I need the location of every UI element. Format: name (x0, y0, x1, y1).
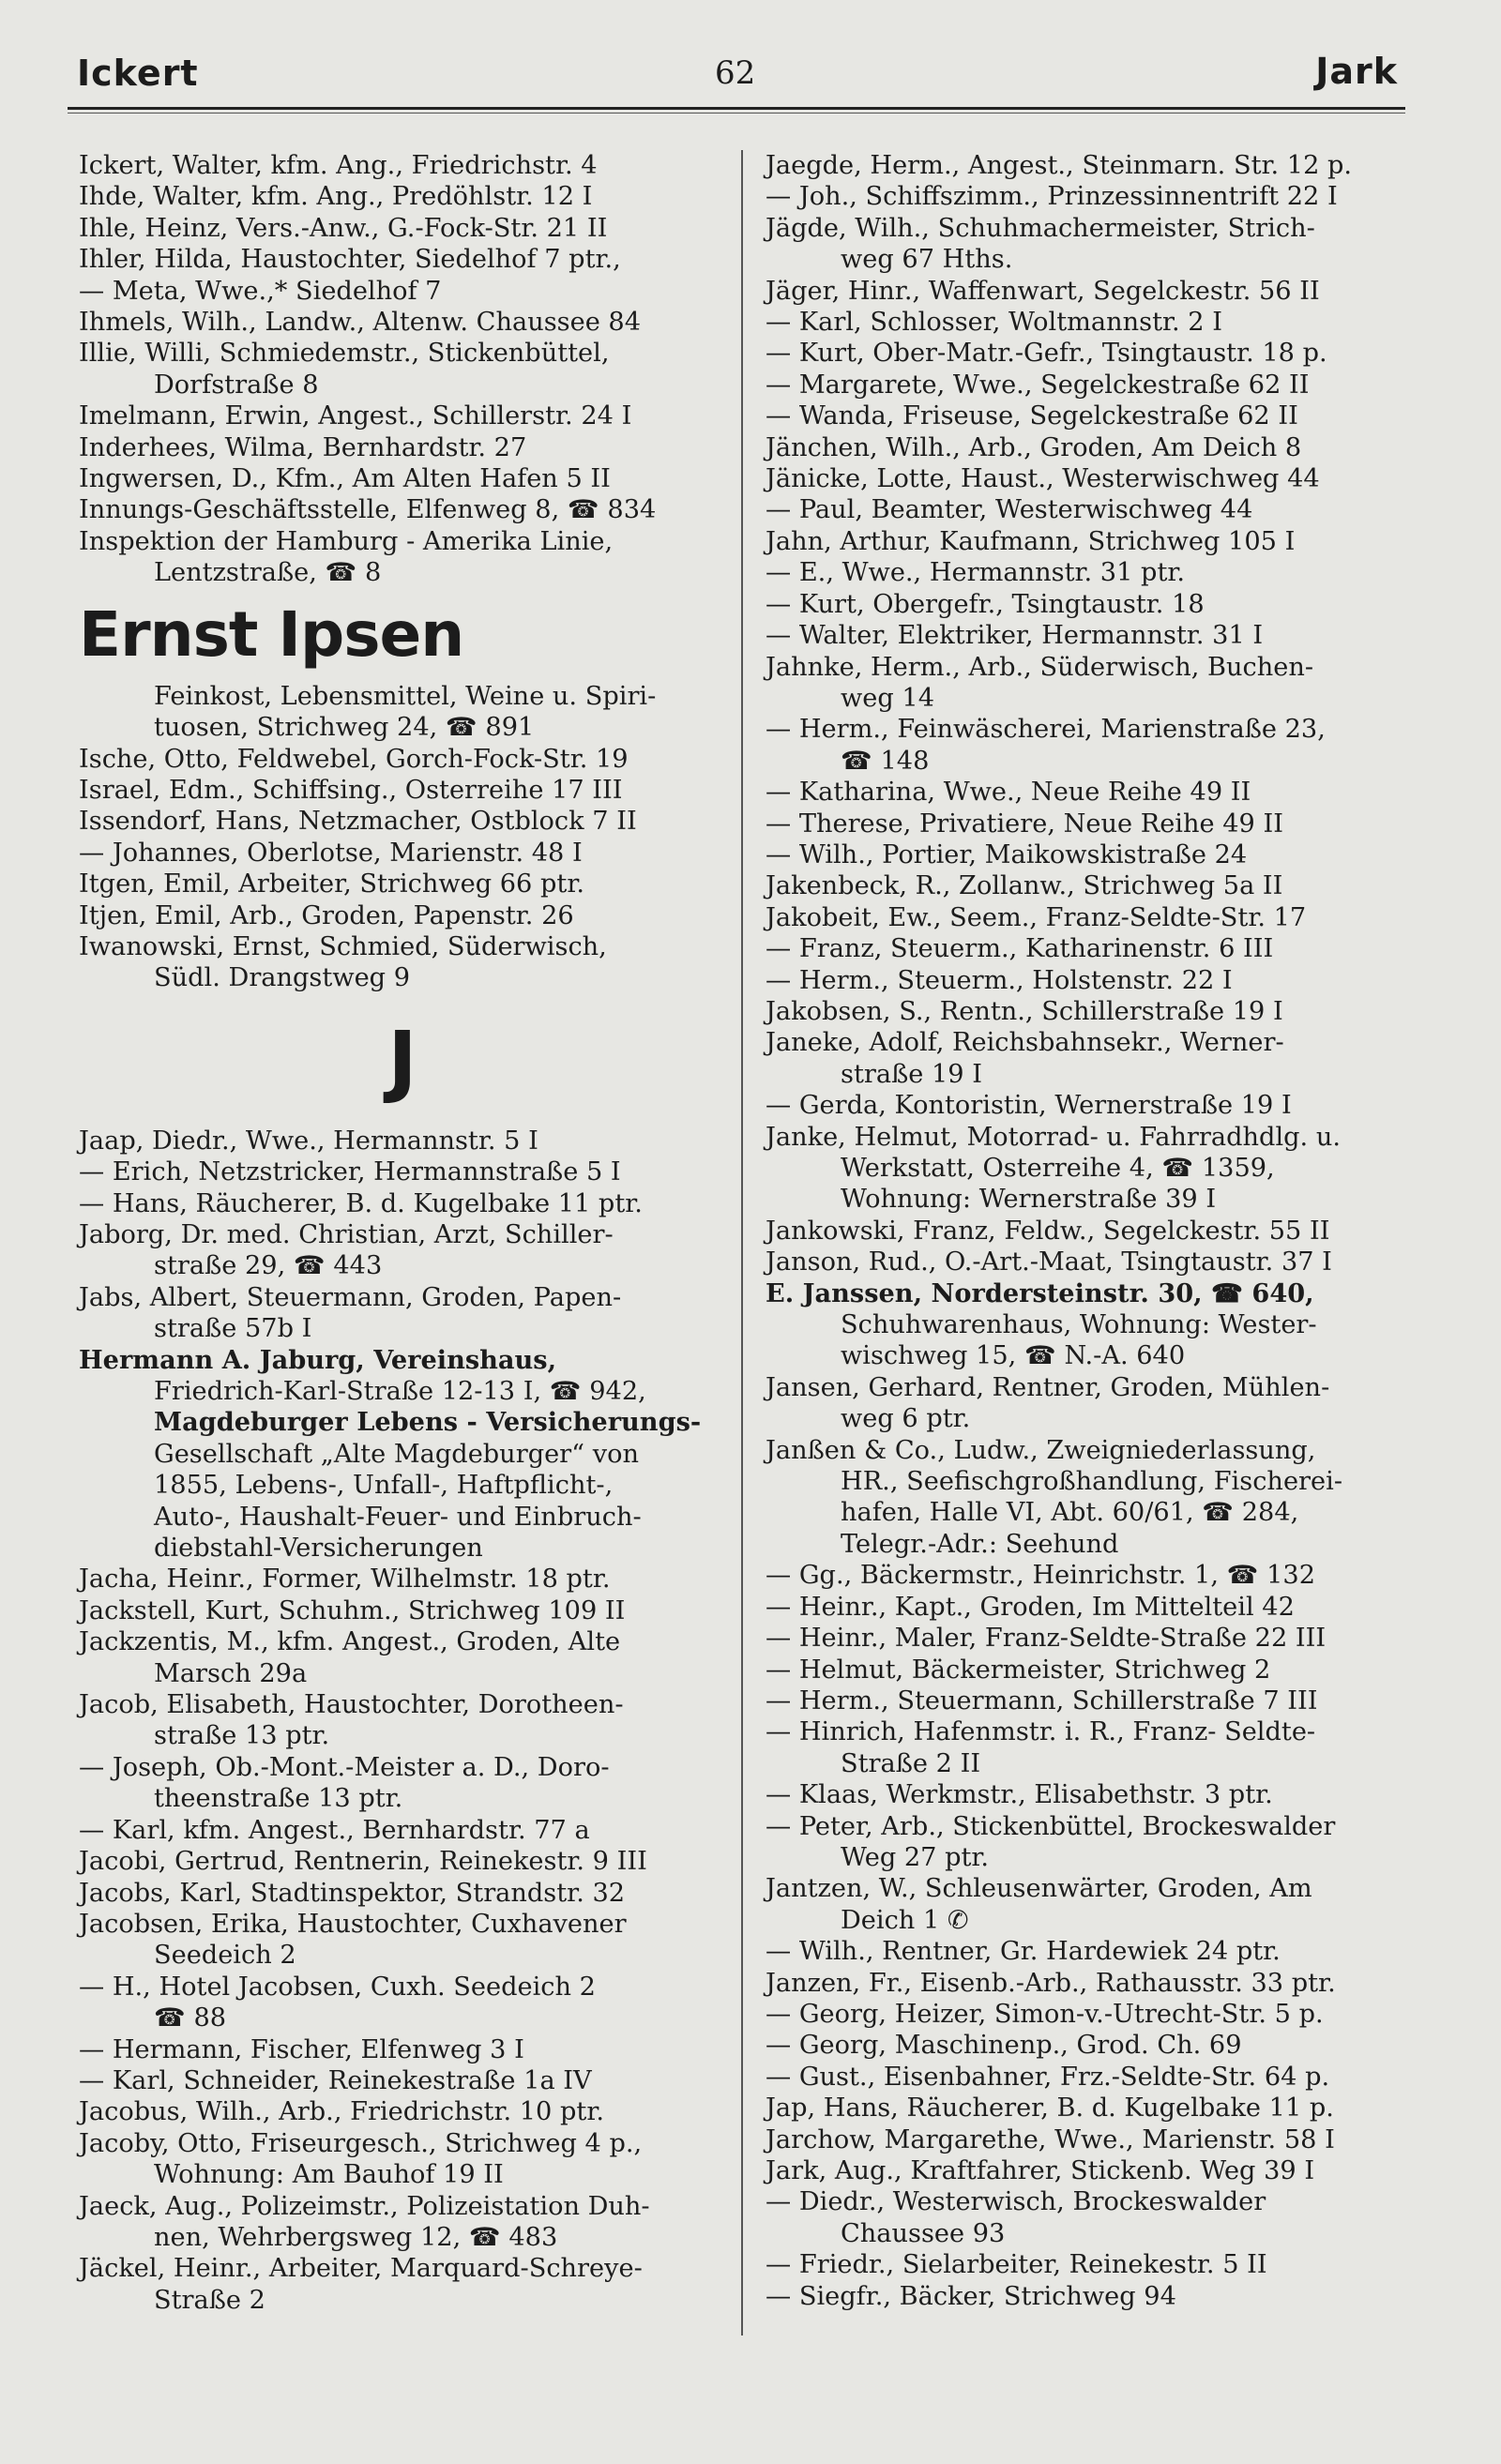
right-entry-line: — Therese, Privatiere, Neue Reihe 49 II (766, 809, 1283, 839)
left-entry-line: theenstraße 13 ptr. (154, 1784, 403, 1814)
left-entry-line: — Hans, Räucherer, B. d. Kugelbake 11 ptr. (79, 1188, 643, 1218)
left-entry-line: Jabs, Albert, Steuermann, Groden, Papen- (79, 1282, 622, 1312)
right-entry-line: Janzen, Fr., Eisenb.-Arb., Rathausstr. 33 ptr. (766, 1968, 1336, 1998)
right-entry-line: — Franz, Steuerm., Katharinenstr. 6 III (766, 934, 1274, 964)
right-entry-line: — Gerda, Kontoristin, Wernerstraße 19 I (766, 1091, 1292, 1121)
left-entry-line: Jacoby, Otto, Friseurgesch., Strichweg 4 p., (79, 2128, 643, 2158)
left-entry-line: Itjen, Emil, Arb., Groden, Papenstr. 26 (79, 900, 574, 930)
left-entry-line: Jacha, Heinr., Former, Wilhelmstr. 18 ptr. (79, 1565, 611, 1595)
right-entry-line: Jakenbeck, R., Zollanw., Strichweg 5a II (766, 871, 1283, 901)
right-entry-line: Janßen & Co., Ludw., Zweigniederlassung, (766, 1435, 1316, 1465)
left-entry-line: diebstahl-Versicherungen (154, 1534, 483, 1564)
left-entry-line: Inspektion der Hamburg - Amerika Linie, (79, 526, 614, 556)
left-entry-line: Ingwersen, D., Kfm., Am Alten Hafen 5 II (79, 464, 611, 494)
left-entry-line: Itgen, Emil, Arbeiter, Strichweg 66 ptr. (79, 869, 584, 899)
right-entry-line: Wohnung: Wernerstraße 39 I (841, 1185, 1217, 1215)
left-entry-line: Jackstell, Kurt, Schuhm., Strichweg 109 II (79, 1595, 626, 1625)
right-entry-line: — Herm., Steuermann, Schillerstraße 7 III (766, 1685, 1318, 1716)
right-entry-line: Jahnke, Herm., Arb., Süderwisch, Buchen- (766, 652, 1314, 682)
right-entry-line: hafen, Halle VI, Abt. 60/61, ☎ 284, (841, 1498, 1299, 1528)
right-entry-line: — Klaas, Werkmstr., Elisabethstr. 3 ptr. (766, 1780, 1273, 1810)
right-entry-line: weg 14 (841, 683, 935, 713)
left-entry-line: straße 57b I (154, 1314, 312, 1344)
left-entry-line: Ihler, Hilda, Haustochter, Siedelhof 7 ptr., (79, 245, 621, 275)
column-divider (741, 150, 743, 2336)
right-entry-line: Jansen, Gerhard, Rentner, Groden, Mühlen- (766, 1372, 1330, 1402)
right-entry-line: Jap, Hans, Räucherer, B. d. Kugelbake 11 p. (766, 2094, 1334, 2124)
right-entry-line: Jaegde, Herm., Angest., Steinmarn. Str. 12 p. (766, 151, 1353, 180)
right-entry-line: — Gg., Bäckermstr., Heinrichstr. 1, ☎ 132 (766, 1561, 1316, 1591)
right-entry-line: Jäger, Hinr., Waffenwart, Segelckestr. 56 II (766, 276, 1320, 306)
header-rule (68, 107, 1405, 110)
right-entry-line: — Paul, Beamter, Westerwischweg 44 (766, 495, 1253, 525)
left-entry-line: Jaap, Diedr., Wwe., Hermannstr. 5 I (79, 1126, 538, 1156)
right-entry-line: — Peter, Arb., Stickenbüttel, Brockeswalder (766, 1811, 1336, 1841)
left-entry-line: — Karl, Schneider, Reinekestraße 1a IV (79, 2065, 592, 2095)
right-entry-line: — Georg, Maschinenp., Grod. Ch. 69 (766, 2031, 1242, 2061)
right-entry-line: wischweg 15, ☎ N.-A. 640 (841, 1341, 1186, 1371)
right-entry-line: ☎ 148 (841, 746, 930, 776)
left-entry-line: tuosen, Strichweg 24, ☎ 891 (154, 713, 535, 743)
right-entry-line: — Katharina, Wwe., Neue Reihe 49 II (766, 778, 1251, 808)
right-entry-line: — Helmut, Bäckermeister, Strichweg 2 (766, 1655, 1271, 1685)
right-entry-line: — Wanda, Friseuse, Segelckestraße 62 II (766, 401, 1298, 431)
left-entry-line: Innungs-Geschäftsstelle, Elfenweg 8, ☎ 834 (79, 495, 657, 525)
left-entry-line: Südl. Drangstweg 9 (154, 963, 411, 993)
right-entry-line: — Karl, Schlosser, Woltmannstr. 2 I (766, 308, 1222, 338)
right-entry-line: — Friedr., Sielarbeiter, Reinekestr. 5 II (766, 2250, 1267, 2280)
right-entry-line: Telegr.-Adr.: Seehund (841, 1529, 1119, 1559)
right-entry-line: Schuhwarenhaus, Wohnung: Wester- (841, 1310, 1317, 1340)
header-right-keyword: Jark (1315, 51, 1398, 92)
left-entry-line: Gesellschaft „Alte Magdeburger“ von (154, 1439, 639, 1469)
right-entry-line: HR., Seefischgroßhandlung, Fischerei- (841, 1467, 1343, 1497)
left-entry-line: nen, Wehrbergsweg 12, ☎ 483 (154, 2222, 558, 2252)
left-entry-line: Auto-, Haushalt-Feuer- und Einbruch- (154, 1502, 642, 1532)
header-left-keyword: Ickert (77, 53, 199, 94)
left-entry-line: Marsch 29a (154, 1658, 308, 1688)
right-entry-line: weg 6 ptr. (841, 1404, 971, 1434)
left-entry-line: Ische, Otto, Feldwebel, Gorch-Fock-Str. 19 (79, 744, 629, 774)
page-number: 62 (715, 54, 756, 92)
left-entry-line: — Johannes, Oberlotse, Marienstr. 48 I (79, 838, 583, 868)
left-column (79, 150, 726, 2316)
right-entry-line: Jänchen, Wilh., Arb., Groden, Am Deich 8 (766, 432, 1302, 462)
left-entry-line: — Hermann, Fischer, Elfenweg 3 I (79, 2034, 524, 2064)
left-entry-line: Imelmann, Erwin, Angest., Schillerstr. 24 I (79, 401, 632, 431)
left-entry-line: Wohnung: Am Bauhof 19 II (154, 2160, 504, 2190)
right-entry-line: Straße 2 II (841, 1748, 981, 1778)
left-entry-line: ☎ 88 (154, 2003, 227, 2033)
right-entry-line: — Walter, Elektriker, Hermannstr. 31 I (766, 621, 1264, 651)
right-entry-line: — Hinrich, Hafenmstr. i. R., Franz- Seldte- (766, 1717, 1316, 1747)
left-entry-line: Jaborg, Dr. med. Christian, Arzt, Schiller- (79, 1219, 614, 1249)
right-entry-line: Janson, Rud., O.-Art.-Maat, Tsingtaustr. 37 I (766, 1247, 1332, 1277)
right-entry-line: straße 19 I (841, 1059, 982, 1089)
left-entry-line: — Meta, Wwe.,* Siedelhof 7 (79, 276, 442, 306)
left-entry-line: — Joseph, Ob.-Mont.-Meister a. D., Doro- (79, 1752, 610, 1782)
left-entry-line: Jackzentis, M., kfm. Angest., Groden, Alte (79, 1627, 621, 1657)
right-entry-line: Jantzen, W., Schleusenwärter, Groden, Am (766, 1874, 1312, 1904)
left-entry-line: Lentzstraße, ☎ 8 (154, 558, 382, 588)
right-entry-line: — Herm., Feinwäscherei, Marienstraße 23, (766, 715, 1326, 745)
right-entry-line: Jankowski, Franz, Feldw., Segelckestr. 55 II (766, 1216, 1330, 1246)
right-entry-line: — Gust., Eisenbahner, Frz.-Seldte-Str. 64 p. (766, 2062, 1330, 2092)
right-entry-line: Jakobeit, Ew., Seem., Franz-Seldte-Str. 17 (766, 902, 1307, 932)
left-entry-line: Jacobus, Wilh., Arb., Friedrichstr. 10 ptr. (79, 2097, 604, 2127)
right-entry-line: E. Janssen, Nordersteinstr. 30, ☎ 640, (766, 1277, 1314, 1308)
right-entry-line: — Herm., Steuerm., Holstenstr. 22 I (766, 965, 1233, 995)
section-letter: J (387, 1013, 417, 1106)
right-entry-line: — Kurt, Obergefr., Tsingtaustr. 18 (766, 589, 1205, 619)
right-entry-line: Jakobsen, S., Rentn., Schillerstraße 19 I (766, 996, 1283, 1026)
left-entry-line: Feinkost, Lebensmittel, Weine u. Spiri- (154, 681, 657, 711)
left-entry-line: Ickert, Walter, kfm. Ang., Friedrichstr. 4 (79, 151, 598, 180)
right-entry-line: — Wilh., Portier, Maikowskistraße 24 (766, 839, 1248, 869)
left-entry-line: Issendorf, Hans, Netzmacher, Ostblock 7 II (79, 807, 637, 837)
right-entry-line: — Wilh., Rentner, Gr. Hardewiek 24 ptr. (766, 1937, 1281, 1967)
left-entry-line: Iwanowski, Ernst, Schmied, Süderwisch, (79, 931, 607, 961)
right-entry-line: — Georg, Heizer, Simon-v.-Utrecht-Str. 5 p. (766, 1999, 1324, 2029)
left-entry-line: Inderhees, Wilma, Bernhardstr. 27 (79, 432, 527, 462)
left-entry-line: Jaeck, Aug., Polizeimstr., Polizeistation Duh- (79, 2191, 650, 2221)
right-entry-line: Jark, Aug., Kraftfahrer, Stickenb. Weg 39 I (766, 2156, 1315, 2185)
page-header (0, 49, 1501, 114)
right-entry-line: Janke, Helmut, Motorrad- u. Fahrradhdlg. u. (766, 1122, 1341, 1152)
left-entry-line: Dorfstraße 8 (154, 370, 319, 400)
left-entry-line: 1855, Lebens-, Unfall-, Haftpflicht-, (154, 1471, 614, 1501)
right-entry-line: Chaussee 93 (841, 2218, 1006, 2248)
left-entry-line: Israel, Edm., Schiffsing., Osterreihe 17 III (79, 775, 623, 805)
right-entry-line: Werkstatt, Osterreihe 4, ☎ 1359, (841, 1154, 1275, 1183)
left-entry-line: Jacob, Elisabeth, Haustochter, Dorotheen- (79, 1690, 624, 1720)
left-entry-line: Ihle, Heinz, Vers.-Anw., G.-Fock-Str. 21 II (79, 213, 608, 243)
left-entry-line: Seedeich 2 (154, 1941, 296, 1971)
left-entry-line: Jacobsen, Erika, Haustochter, Cuxhavener (79, 1909, 627, 1939)
left-entry-line: Straße 2 (154, 2285, 265, 2315)
left-entry-line: Friedrich-Karl-Straße 12-13 I, ☎ 942, (154, 1377, 646, 1406)
right-entry-line: Jägde, Wilh., Schuhmachermeister, Strich- (766, 213, 1315, 243)
right-entry-line: — Siegfr., Bäcker, Strichweg 94 (766, 2281, 1176, 2311)
right-entry-line: Janeke, Adolf, Reichsbahnsekr., Werner- (766, 1028, 1284, 1058)
right-entry-line: — Margarete, Wwe., Segelckestraße 62 II (766, 370, 1310, 400)
right-entry-line: — Heinr., Kapt., Groden, Im Mittelteil 42 (766, 1592, 1295, 1622)
right-entry-line: weg 67 Hths. (841, 245, 1013, 275)
left-entry-line: straße 13 ptr. (154, 1721, 330, 1751)
right-entry-line: Jarchow, Margarethe, Wwe., Marienstr. 58 I (766, 2124, 1335, 2154)
left-entry-line: straße 29, ☎ 443 (154, 1251, 383, 1281)
right-entry-line: Jänicke, Lotte, Haust., Westerwischweg 44 (766, 464, 1320, 494)
advert-heading: Ernst Ipsen (79, 597, 464, 671)
left-entry-line: — Erich, Netzstricker, Hermannstraße 5 I (79, 1157, 621, 1187)
right-entry-line: — Diedr., Westerwisch, Brockeswalder (766, 2187, 1266, 2217)
left-entry-line: — Karl, kfm. Angest., Bernhardstr. 77 a (79, 1815, 590, 1845)
right-entry-line: — Kurt, Ober-Matr.-Gefr., Tsingtaustr. 18 p. (766, 339, 1327, 369)
right-entry-line: Deich 1 ✆ (841, 1905, 969, 1935)
left-entry-line: Jäckel, Heinr., Arbeiter, Marquard-Schreye- (79, 2254, 643, 2284)
left-entry-line: Jacobs, Karl, Stadtinspektor, Strandstr. 32 (79, 1878, 626, 1908)
right-entry-line: Jahn, Arthur, Kaufmann, Strichweg 105 I (766, 526, 1296, 556)
left-entry-line: Magdeburger Lebens - Versicherungs- (154, 1407, 702, 1438)
left-entry-line: — H., Hotel Jacobsen, Cuxh. Seedeich 2 (79, 1972, 596, 2002)
right-column (766, 150, 1422, 2312)
right-entry-line: — Joh., Schiffszimm., Prinzessinnentrift 22 I (766, 182, 1338, 212)
left-entry-line: Illie, Willi, Schmiedemstr., Stickenbüttel, (79, 339, 610, 369)
right-entry-line: — E., Wwe., Hermannstr. 31 ptr. (766, 558, 1186, 588)
left-entry-line: Ihmels, Wilh., Landw., Altenw. Chaussee 84 (79, 308, 642, 338)
left-entry-line: Ihde, Walter, kfm. Ang., Predöhlstr. 12 I (79, 182, 593, 212)
right-entry-line: Weg 27 ptr. (841, 1842, 990, 1872)
left-entry-line: Hermann A. Jaburg, Vereinshaus, (79, 1344, 557, 1375)
right-entry-line: — Heinr., Maler, Franz-Seldte-Straße 22 III (766, 1624, 1327, 1654)
left-entry-line: Jacobi, Gertrud, Rentnerin, Reinekestr. 9 III (79, 1847, 647, 1877)
